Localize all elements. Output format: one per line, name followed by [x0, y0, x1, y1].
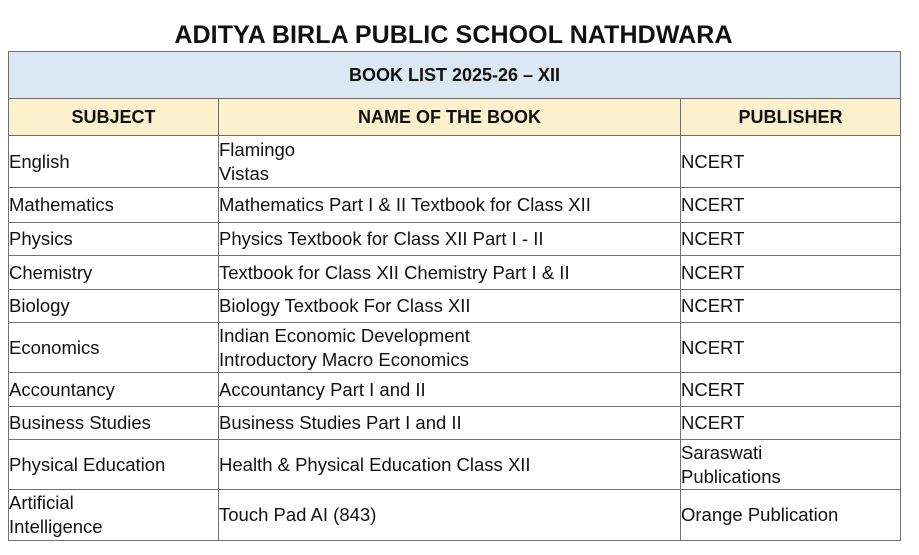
- book-cell-line: Accountancy Part I and II: [219, 378, 426, 400]
- book-cell-line: Flamingo: [219, 138, 296, 160]
- book-cell: [219, 136, 681, 188]
- subject-cell: [9, 256, 219, 290]
- subject-cell-line: Business Studies: [9, 412, 151, 433]
- table-row: [9, 188, 901, 223]
- publisher-cell-line: NCERT: [681, 378, 745, 400]
- publisher-cell: [681, 490, 901, 541]
- table-row: [9, 136, 901, 188]
- subject-cell-line: Physical Education: [9, 453, 166, 475]
- book-cell-line: Touch Pad AI (843): [219, 504, 377, 525]
- table-row: [9, 407, 901, 440]
- book-cell-line: Mathematics Part I & II Textbook for Class XII: [219, 194, 591, 215]
- subject-cell: [9, 323, 219, 373]
- subject-cell: [9, 290, 219, 323]
- subject-cell-line: Mathematics: [9, 194, 114, 215]
- publisher-cell-line: NCERT: [681, 295, 745, 316]
- subject-cell: [9, 136, 219, 188]
- publisher-cell: [681, 136, 901, 188]
- publisher-cell-line: NCERT: [681, 194, 745, 215]
- subject-cell: [9, 188, 219, 223]
- publisher-cell: [681, 323, 901, 373]
- publisher-cell-line: Saraswati: [681, 441, 763, 463]
- book-cell: [219, 407, 681, 440]
- table-row: [9, 323, 901, 373]
- book-cell-line: Introductory Macro Economics: [219, 348, 469, 370]
- subject-cell-line: Accountancy: [9, 378, 115, 400]
- book-list-heading: BOOK LIST 2025-26 – XII: [9, 52, 901, 99]
- table-row: [9, 373, 901, 407]
- subject-cell-line: Biology: [9, 295, 70, 316]
- publisher-cell-line: NCERT: [681, 412, 745, 433]
- publisher-cell: [681, 407, 901, 440]
- publisher-cell: [681, 440, 901, 490]
- table-row: [9, 290, 901, 323]
- subject-cell: [9, 440, 219, 490]
- publisher-cell-line: Publications: [681, 465, 781, 487]
- publisher-cell-line: NCERT: [681, 150, 745, 172]
- publisher-cell: [681, 223, 901, 256]
- publisher-cell: [681, 373, 901, 407]
- publisher-column-header: PUBLISHER: [681, 99, 901, 136]
- book-cell-line: Biology Textbook For Class XII: [219, 295, 471, 316]
- book-cell-line: Textbook for Class XII Chemistry Part I & II: [219, 261, 570, 283]
- publisher-cell-line: NCERT: [681, 336, 745, 358]
- subject-column-header: SUBJECT: [9, 99, 219, 136]
- subject-cell-line: Physics: [9, 228, 73, 249]
- table-row: [9, 490, 901, 541]
- book-list-table: [8, 51, 901, 541]
- table-row: [9, 223, 901, 256]
- subject-cell-line: Intelligence: [9, 516, 103, 537]
- book-cell: [219, 373, 681, 407]
- subject-cell-line: Economics: [9, 336, 100, 358]
- table-row: [9, 440, 901, 490]
- book-cell: [219, 490, 681, 541]
- publisher-cell-line: NCERT: [681, 228, 745, 249]
- subject-cell-line: Artificial: [9, 492, 74, 513]
- subject-cell: [9, 407, 219, 440]
- publisher-cell-line: NCERT: [681, 261, 745, 283]
- book-cell-line: Vistas: [219, 162, 270, 184]
- subject-cell-line: English: [9, 150, 70, 172]
- book-cell-line: Physics Textbook for Class XII Part I - II: [219, 228, 544, 249]
- publisher-cell: [681, 256, 901, 290]
- subject-cell: [9, 373, 219, 407]
- book-cell: [219, 223, 681, 256]
- subject-cell: [9, 223, 219, 256]
- book-cell: [219, 323, 681, 373]
- table-row: [9, 256, 901, 290]
- book-column-header: NAME OF THE BOOK: [219, 99, 681, 136]
- subject-cell: [9, 490, 219, 541]
- column-header-row: [9, 99, 901, 136]
- school-title: ADITYA BIRLA PUBLIC SCHOOL NATHDWARA: [174, 21, 733, 49]
- book-cell: [219, 440, 681, 490]
- book-cell-line: Health & Physical Education Class XII: [219, 453, 531, 475]
- book-cell-line: Business Studies Part I and II: [219, 412, 462, 433]
- publisher-cell-line: Orange Publication: [681, 504, 839, 525]
- book-cell: [219, 188, 681, 223]
- banner-row: [9, 52, 901, 99]
- publisher-cell: [681, 290, 901, 323]
- subject-cell-line: Chemistry: [9, 261, 93, 283]
- book-cell: [219, 256, 681, 290]
- book-cell: [219, 290, 681, 323]
- book-cell-line: Indian Economic Development: [219, 324, 470, 346]
- publisher-cell: [681, 188, 901, 223]
